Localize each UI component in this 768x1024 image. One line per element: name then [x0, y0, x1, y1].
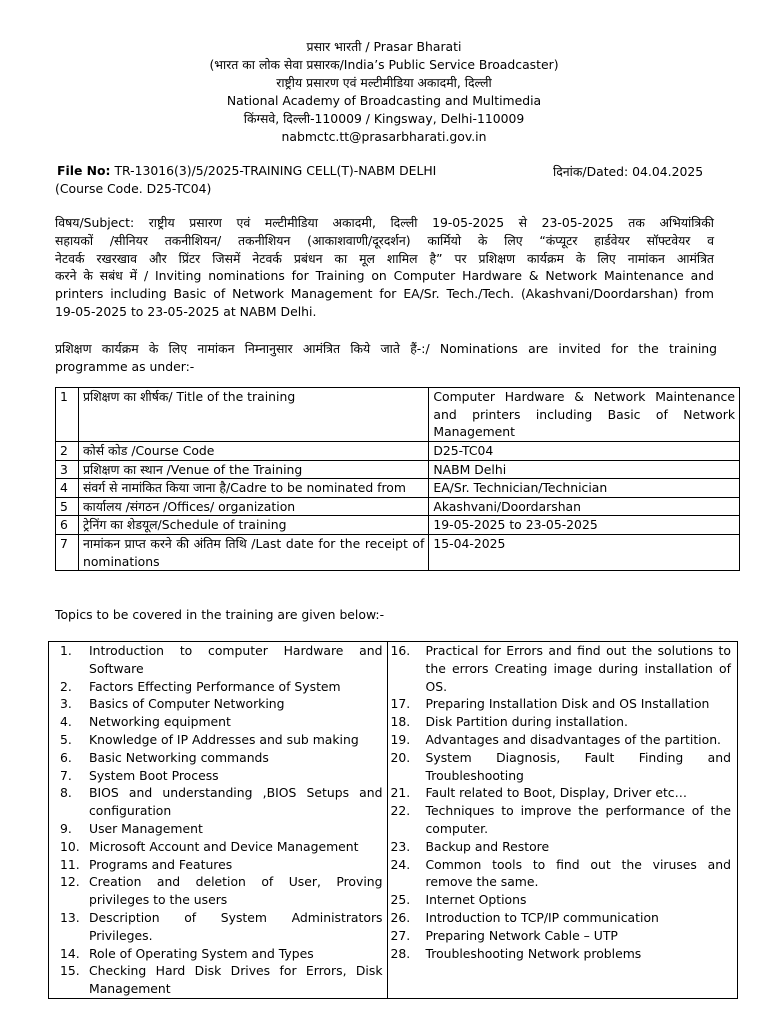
table-row: [56, 534, 740, 570]
row-number: 5: [56, 497, 79, 516]
list-item: [49, 731, 387, 749]
topic-number: 20.: [390, 749, 411, 765]
topic-text: Networking equipment: [89, 714, 231, 730]
list-item: [388, 713, 738, 731]
list-item: [49, 749, 387, 767]
row-label: प्रशिक्षण का स्थान /Venue of the Training: [78, 460, 428, 479]
topic-number: 9.: [60, 820, 72, 836]
topic-text: Introduction to computer Hardware and Software: [89, 643, 383, 676]
list-item: [49, 909, 387, 945]
invitation-line: programme as under:-: [55, 358, 195, 374]
dated: दिनांक/Dated: 04.04.2025: [553, 164, 704, 179]
topic-text: Description of System Administrators Privileges.: [89, 909, 383, 943]
topic-text: Checking Hard Disk Drives for Errors, Disk Management: [89, 963, 383, 997]
topic-number: 11.: [60, 856, 80, 872]
topic-text: Troubleshooting Network problems: [425, 945, 642, 961]
topics-list-right: [388, 642, 738, 962]
topic-text: Programs and Features: [89, 856, 233, 872]
list-item: [49, 767, 387, 785]
topic-number: 19.: [390, 731, 411, 747]
list-item: [388, 856, 738, 892]
topic-text: Fault related to Boot, Display, Driver etc…: [425, 785, 688, 801]
list-item: [388, 891, 738, 909]
topics-column-right: [387, 642, 738, 999]
topic-number: 28.: [390, 945, 411, 961]
row-number: 3: [56, 460, 79, 479]
list-item: [49, 856, 387, 874]
row-value: NABM Delhi: [429, 460, 740, 479]
list-item: [49, 820, 387, 838]
topic-number: 3.: [60, 696, 72, 712]
topic-text: Preparing Network Cable – UTP: [425, 927, 618, 943]
topics-table: [48, 641, 738, 999]
list-item: [388, 695, 738, 713]
row-number: 6: [56, 516, 79, 535]
topic-number: 7.: [60, 767, 72, 783]
org-tagline: (भारत का लोक सेवा प्रसारक/India’s Public Service Broadcaster): [209, 57, 559, 72]
invitation-paragraph: [55, 340, 717, 376]
topic-text: Practical for Errors and find out the solutions to the errors Creating image during installation of OS.: [425, 643, 731, 694]
topic-number: 10.: [60, 838, 80, 854]
subject-paragraph: [55, 214, 714, 321]
subject-line: printers including Basic of Network Management for EA/Sr. Tech./Tech. (Akashvani/Doordarshan) from: [55, 286, 714, 302]
topic-number: 23.: [390, 838, 411, 854]
topic-text: User Management: [89, 820, 203, 836]
training-details-table: [55, 387, 740, 571]
topics-list-left: [49, 642, 387, 998]
topic-text: Basics of Computer Networking: [89, 696, 285, 712]
academy-name-hindi: राष्ट्रीय प्रसारण एवं मल्टीमीडिया अकादमी, दिल्ली: [276, 75, 492, 90]
invitation-line: प्रशिक्षण कार्यक्रम के लिए नामांकन निम्नानुसार आमंत्रित किये जाते हैं-:/ Nominations are invited for the training: [55, 341, 717, 356]
list-item: [49, 838, 387, 856]
row-label: ट्रेनिंग का शेडयूल/Schedule of training: [78, 516, 428, 535]
list-item: [388, 838, 738, 856]
file-number-value: TR-13016(3)/5/2025-TRAINING CELL(T)-NABM DELHI: [114, 163, 437, 178]
topic-text: Microsoft Account and Device Management: [89, 838, 359, 854]
topic-number: 6.: [60, 749, 72, 765]
subject-line: विषय/Subject: राष्ट्रीय प्रसारण एवं मल्टीमीडिया अकादमी, दिल्ली 19-05-2025 से 23-05-2025 तक अभियांत्रिकी: [55, 215, 714, 230]
topic-text: Basic Networking commands: [89, 749, 269, 765]
topic-number: 27.: [390, 927, 411, 943]
topic-text: Role of Operating System and Types: [89, 945, 314, 961]
list-item: [49, 784, 387, 820]
table-row: [56, 442, 740, 461]
topic-number: 14.: [60, 945, 80, 961]
topic-number: 12.: [60, 874, 80, 890]
row-value: Computer Hardware & Network Maintenance and printers including Basic of Network Management: [429, 388, 740, 442]
table-row: [56, 497, 740, 516]
topic-number: 4.: [60, 714, 72, 730]
topic-number: 5.: [60, 731, 72, 747]
row-value: Akashvani/Doordarshan: [429, 497, 740, 516]
list-item: [388, 927, 738, 945]
list-item: [49, 713, 387, 731]
topics-column-left: [49, 642, 388, 999]
row-value: D25-TC04: [429, 442, 740, 461]
academy-name-english: National Academy of Broadcasting and Multimedia: [226, 93, 542, 108]
list-item: [388, 945, 738, 963]
topic-text: Backup and Restore: [425, 838, 550, 854]
topic-text: Preparing Installation Disk and OS Installation: [425, 696, 710, 712]
topic-number: 24.: [390, 856, 411, 872]
topic-text: System Diagnosis, Fault Finding and Troubleshooting: [425, 749, 731, 783]
topic-text: BIOS and understanding ,BIOS Setups and configuration: [89, 785, 383, 819]
row-label: नामांकन प्राप्त करने की अंतिम तिथि /Last date for the receipt of nominations: [78, 534, 428, 570]
row-number: 1: [56, 388, 79, 442]
list-item: [49, 678, 387, 696]
topic-text: Disk Partition during installation.: [425, 714, 628, 730]
list-item: [49, 642, 387, 678]
topic-text: Internet Options: [425, 892, 527, 908]
address: किंग्सवे, दिल्ली-110009 / Kingsway, Delhi-110009: [243, 111, 525, 126]
list-item: [388, 909, 738, 927]
row-label: कोर्स कोड /Course Code: [78, 442, 428, 461]
subject-line: 19-05-2025 to 23-05-2025 at NABM Delhi.: [55, 303, 317, 319]
topic-number: 22.: [390, 803, 411, 819]
row-number: 2: [56, 442, 79, 461]
row-value: EA/Sr. Technician/Technician: [429, 479, 740, 498]
org-name: प्रसार भारती / Prasar Bharati: [306, 39, 462, 54]
topic-number: 8.: [60, 785, 72, 801]
subject-line: सहायकों /सीनियर तकनीशियन/ तकनीशियन (आकाशवाणी/दूरदर्शन) कार्मियो के लिए “कंप्यूटर हार्डवेयर सॉफ्टवेयर व: [55, 232, 714, 248]
table-row: [56, 460, 740, 479]
row-label: संवर्ग से नामांकित किया जाना है/Cadre to be nominated from: [78, 479, 428, 498]
row-number: 4: [56, 479, 79, 498]
subject-line: नेटवर्क रखरखाव और प्रिंटर जिसमें नेटवर्क प्रबंधन का मूल शामिल है” पर प्रशिक्षण कार्यक्रम के लिए नामांकन आमंत्रित: [55, 250, 714, 266]
list-item: [49, 873, 387, 909]
row-number: 7: [56, 534, 79, 570]
list-item: [388, 802, 738, 838]
topic-text: Creation and deletion of User, Proving privileges to the users: [89, 874, 383, 908]
topic-text: Factors Effecting Performance of System: [89, 678, 341, 694]
file-label: File No:: [57, 163, 111, 178]
topic-text: Introduction to TCP/IP communication: [425, 909, 659, 925]
topic-number: 17.: [390, 696, 411, 712]
topic-number: 18.: [390, 714, 411, 730]
topic-number: 13.: [60, 909, 80, 925]
list-item: [388, 784, 738, 802]
email-address: nabmctc.tt@prasarbharati.gov.in: [281, 129, 487, 144]
list-item: [388, 642, 738, 695]
topic-text: Common tools to find out the viruses and remove the same.: [425, 856, 731, 890]
topic-number: 26.: [390, 909, 411, 925]
topic-number: 16.: [390, 643, 411, 658]
topic-number: 1.: [60, 643, 72, 658]
subject-line: करने के सबंध में / Inviting nominations for Training on Computer Hardware & Network Maintenance and: [55, 268, 714, 284]
table-row: [56, 479, 740, 498]
row-label: कार्यालय /संगठन /Offices/ organization: [78, 497, 428, 516]
table-row: [56, 516, 740, 535]
topic-text: Advantages and disadvantages of the partition.: [425, 731, 721, 747]
topic-number: 25.: [390, 892, 411, 908]
course-code: (Course Code. D25-TC04): [55, 181, 212, 196]
row-label: प्रशिक्षण का शीर्षक/ Title of the training: [78, 388, 428, 442]
list-item: [49, 945, 387, 963]
topic-text: Knowledge of IP Addresses and sub making: [89, 731, 359, 747]
table-row: [56, 388, 740, 442]
row-value: 15-04-2025: [429, 534, 740, 570]
list-item: [388, 731, 738, 749]
file-number: [57, 163, 436, 178]
list-item: [49, 695, 387, 713]
row-value: 19-05-2025 to 23-05-2025: [429, 516, 740, 535]
list-item: [388, 749, 738, 785]
topics-intro: Topics to be covered in the training are given below:-: [55, 607, 385, 622]
topic-text: Techniques to improve the performance of the computer.: [425, 803, 731, 836]
topic-number: 21.: [390, 785, 411, 801]
list-item: [49, 962, 387, 998]
topic-number: 2.: [60, 678, 72, 694]
topic-number: 15.: [60, 963, 80, 979]
topic-text: System Boot Process: [89, 767, 219, 783]
